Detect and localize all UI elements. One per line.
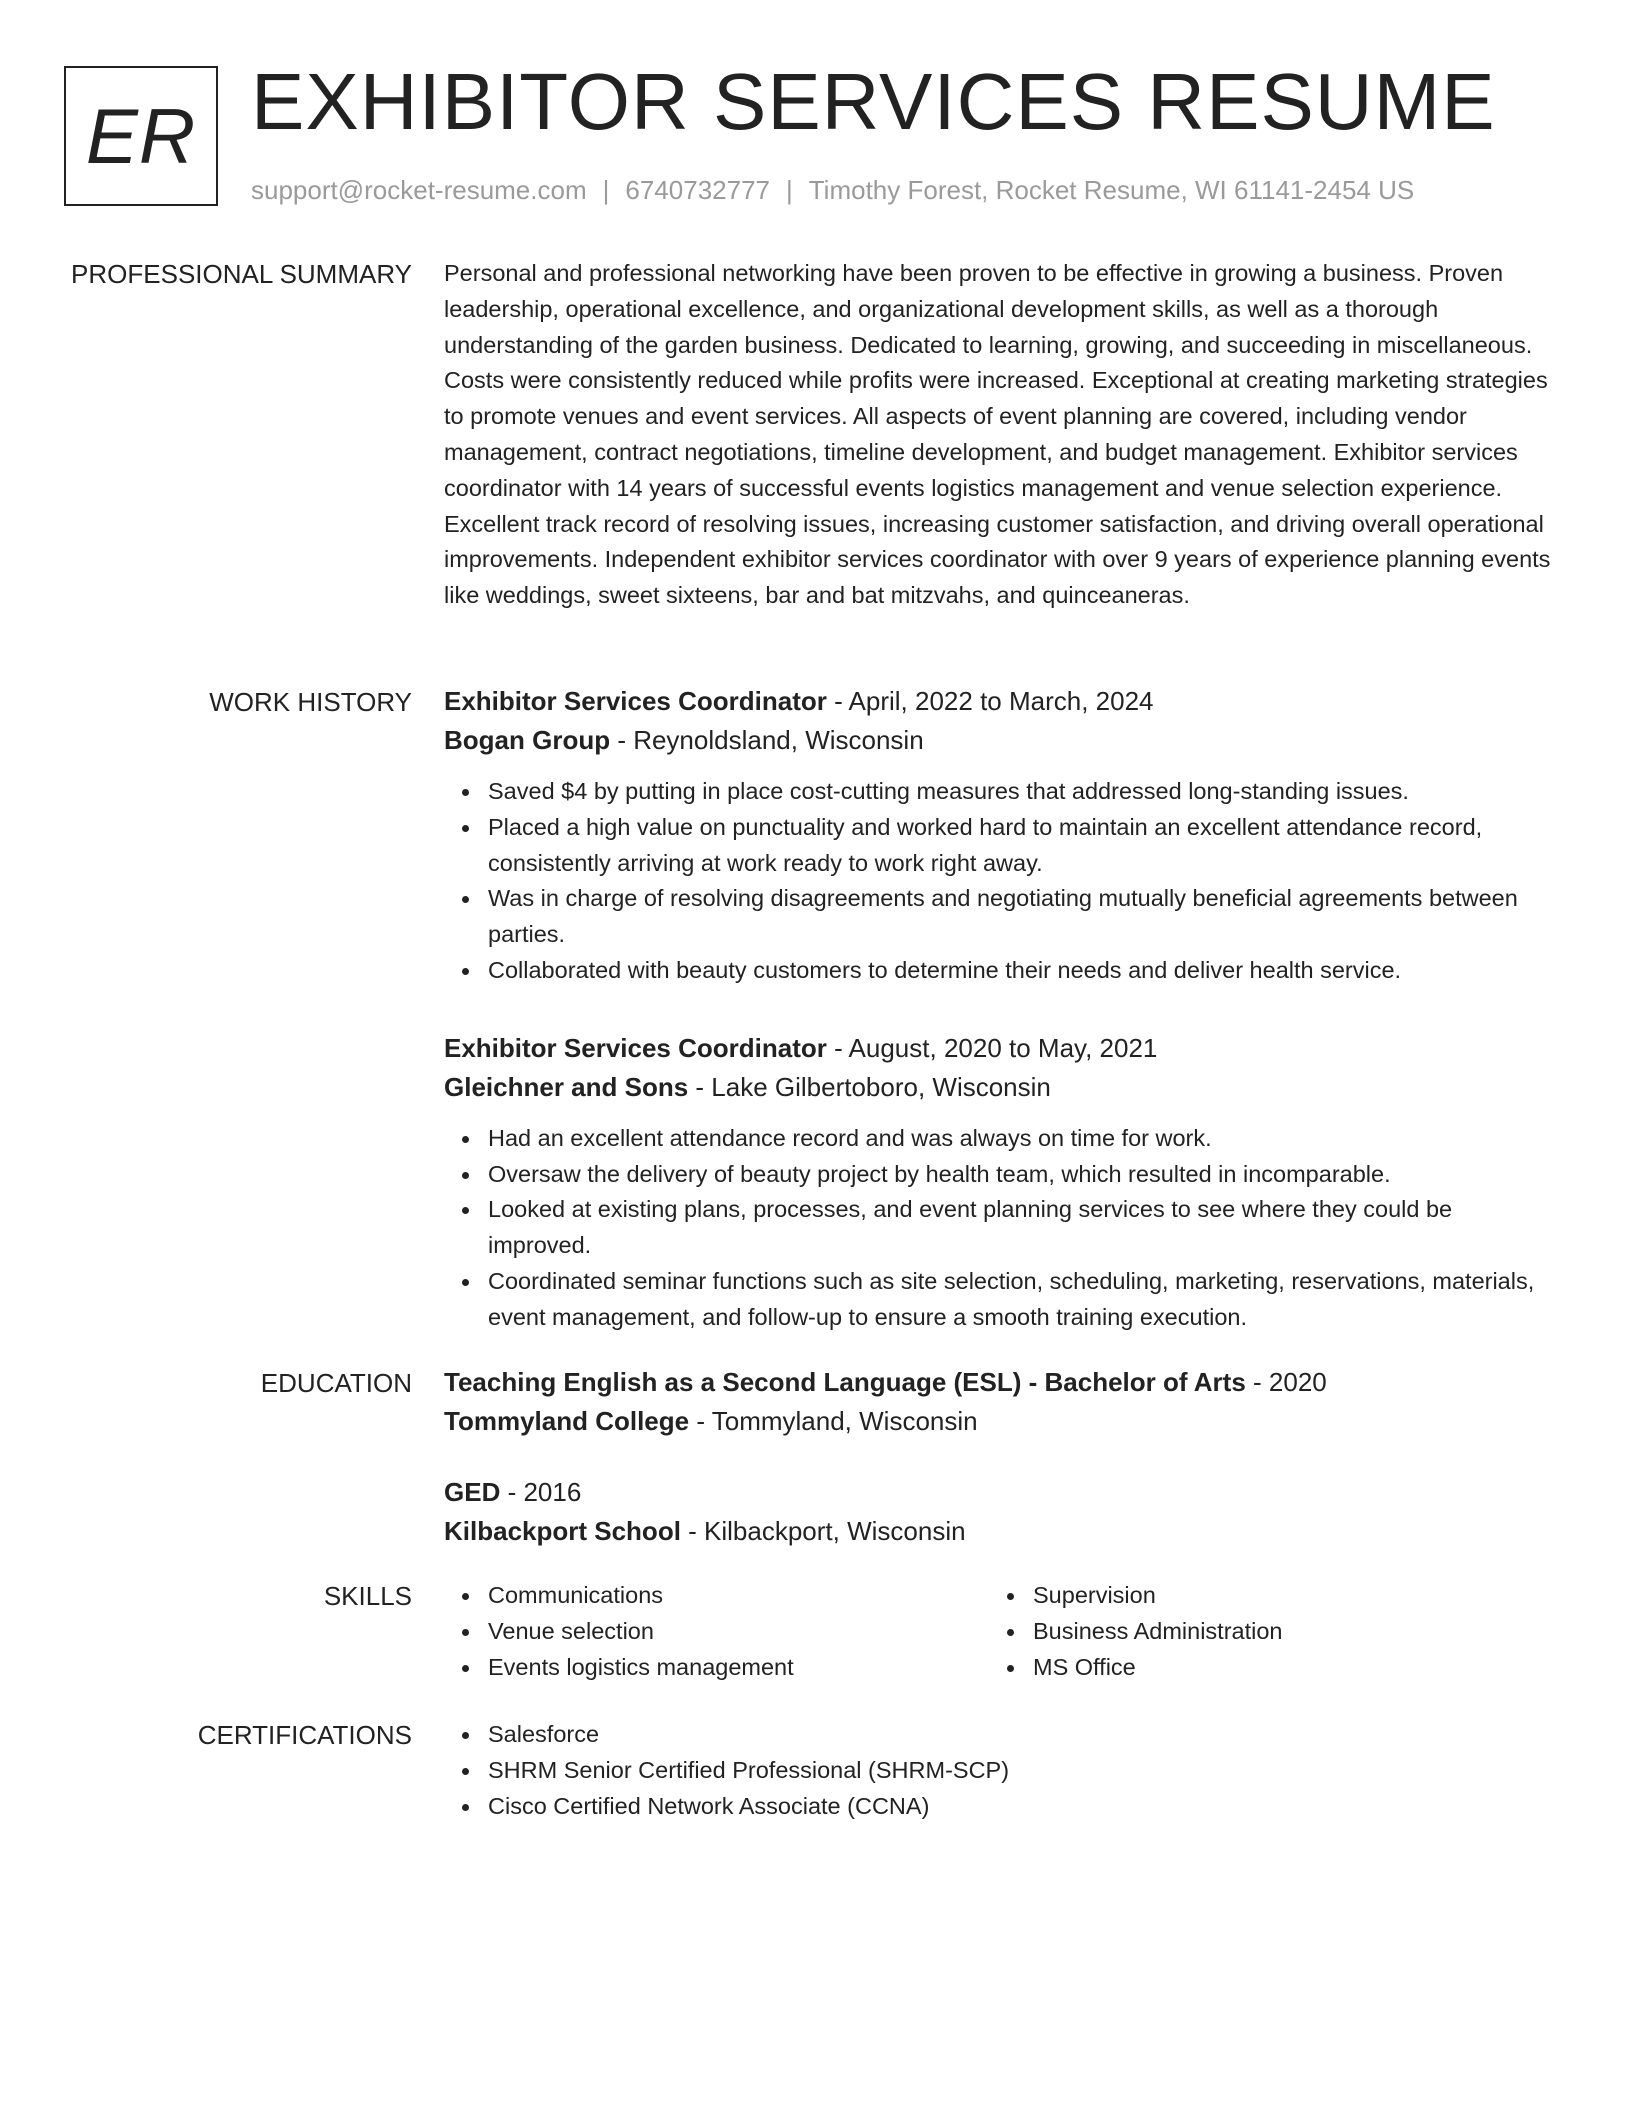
skills-body [444,1578,1554,1685]
contact-separator: | [602,175,610,205]
education-location: - Kilbackport, Wisconsin [680,1516,966,1546]
contact-phone: 6740732777 [625,175,770,205]
job-title: Exhibitor Services Coordinator [444,686,827,716]
job-bullet: Coordinated seminar functions such as site selection, scheduling, marketing, reservations, materials, event management, and follow-up to ensure a smooth training execution. [488,1264,1554,1336]
job-company: Gleichner and Sons [444,1071,689,1102]
job-bullet: Oversaw the delivery of beauty project by health team, which resulted in incomparable. [488,1157,1554,1193]
section-label-work-history: WORK HISTORY [209,687,412,717]
education-location: - Tommyland, Wisconsin [689,1406,978,1436]
certification-item: SHRM Senior Certified Professional (SHRM-SCP) [488,1753,1554,1789]
section-label-education: EDUCATION [260,1368,412,1398]
skill-item: Communications [488,1578,989,1614]
education-year: - 2020 [1245,1367,1327,1397]
job-location: - Lake Gilbertoboro, Wisconsin [688,1071,1051,1102]
job-bullet: Collaborated with beauty customers to determine their needs and deliver health service. [488,953,1554,989]
education-school-line [444,1512,1554,1551]
skills-column [989,1578,1534,1685]
job-title: Exhibitor Services Coordinator [444,1032,827,1063]
job-company-line [444,1068,1554,1107]
education-body [444,1363,1554,1583]
education-degree-line [444,1363,1554,1402]
job-entry [444,682,1554,989]
skills-grid [444,1578,1554,1685]
education-school: Tommyland College [444,1406,690,1436]
monogram-logo: ER [64,66,218,206]
job-company-line [444,721,1554,760]
section-label-skills: SKILLS [323,1581,412,1611]
job-dates: - August, 2020 to May, 2021 [826,1032,1158,1063]
skill-item: Business Administration [1033,1614,1534,1650]
skill-item: Venue selection [488,1614,989,1650]
job-bullet: Had an excellent attendance record and was always on time for work. [488,1121,1554,1157]
contact-separator: | [786,175,793,205]
education-degree: Teaching English as a Second Language (ESL) - Bachelor of Arts [444,1367,1246,1397]
job-bullet: Was in charge of resolving disagreements and negotiating mutually beneficial agreements between parties. [488,881,1554,953]
summary-text: Personal and professional networking have been proven to be effective in growing a business. Proven leadership, operational excellence, and organizational development skills, as well as a thorough understanding of the garden business. Dedicated to learning, growing, and succeeding in miscellaneous. Costs were consistently reduced while profits were increased. Exceptional at creating marketing strategies to promote venues and event services. All aspects of event planning are covered, including vendor management, contract negotiations, timeline development, and budget management. Exhibitor services coordinator with 14 years of successful events logistics management and venue selection experience. Excellent track record of resolving issues, increasing customer satisfaction, and driving overall operational improvements. Independent exhibitor services coordinator with over 9 years of experience planning events like weddings, sweet sixteens, bar and bat mitzvahs, and quinceaneras. [444,260,1551,609]
resume-title: EXHIBITOR SERVICES RESUME [251,57,1496,146]
job-bullets [444,774,1554,989]
education-year: - 2016 [500,1477,582,1507]
education-school: Kilbackport School [444,1516,681,1546]
skill-item: MS Office [1033,1650,1534,1686]
contact-email[interactable]: support@rocket-resume.com [251,175,587,205]
job-entry [444,1029,1554,1336]
education-degree: GED [444,1477,501,1507]
education-entry [444,1473,1554,1551]
work-history-body [444,682,1554,1376]
job-bullets [444,1121,1554,1336]
job-bullet: Saved $4 by putting in place cost-cutting measures that addressed long-standing issues. [488,774,1554,810]
education-school-line [444,1402,1554,1441]
job-dates: - April, 2022 to March, 2024 [826,686,1154,716]
contact-address: Timothy Forest, Rocket Resume, WI 61141-2454 US [808,175,1415,205]
skill-item: Events logistics management [488,1650,989,1686]
skill-item: Supervision [1033,1578,1534,1614]
skills-column [444,1578,989,1685]
education-degree-line [444,1473,1554,1512]
education-entry [444,1363,1554,1441]
skills-list [444,1578,989,1685]
certifications-body [444,1717,1554,1824]
certification-item: Cisco Certified Network Associate (CCNA) [488,1789,1554,1825]
certifications-list [444,1717,1554,1824]
job-bullet: Placed a high value on punctuality and worked hard to maintain an excellent attendance record, consistently arriving at work ready to work right away. [488,810,1554,882]
contact-line [251,172,1414,208]
summary-body [444,256,1554,614]
job-title-line [444,1029,1554,1068]
skills-list [989,1578,1534,1685]
job-location: - Reynoldsland, Wisconsin [610,725,924,755]
section-label-certifications: CERTIFICATIONS [197,1720,412,1750]
job-company: Bogan Group [444,725,611,755]
job-title-line [444,682,1554,721]
section-label-summary: PROFESSIONAL SUMMARY [71,259,412,289]
job-bullet: Looked at existing plans, processes, and event planning services to see where they could be improved. [488,1192,1554,1264]
certification-item: Salesforce [488,1717,1554,1753]
